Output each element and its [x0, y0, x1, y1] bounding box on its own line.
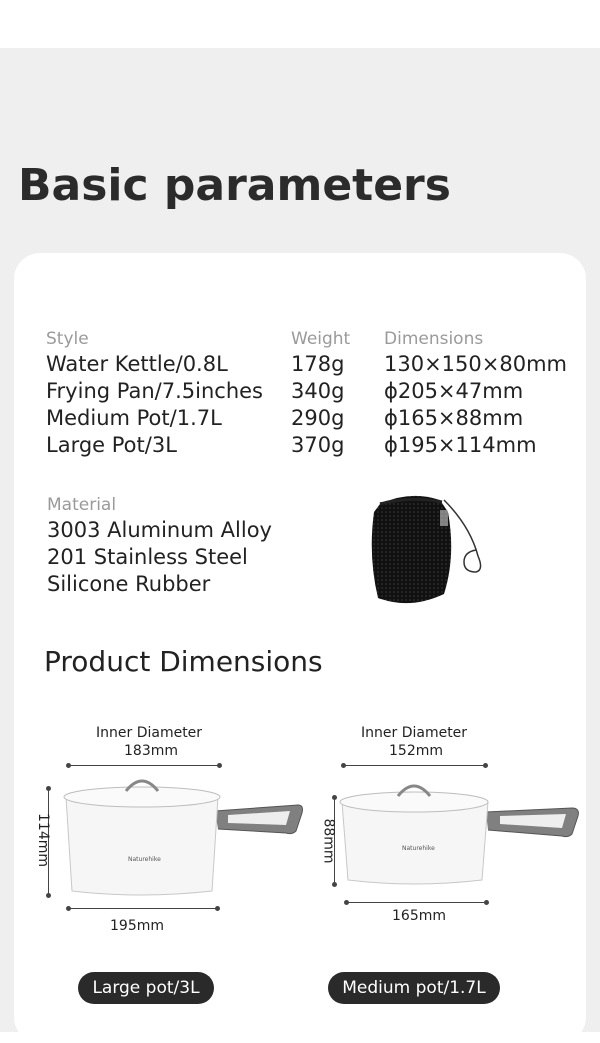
- row-style: Large Pot/3L: [46, 433, 177, 457]
- material-item: 201 Stainless Steel: [47, 545, 248, 569]
- row-dimensions: ϕ205×47mm: [384, 379, 524, 403]
- medium-inner-dimension-line: [343, 765, 486, 766]
- row-dimensions: 130×150×80mm: [384, 352, 567, 376]
- top-strip: [0, 0, 600, 48]
- medium-height-label: 88mm: [320, 818, 337, 864]
- medium-pot-caption: Medium pot/1.7L: [328, 972, 500, 1004]
- row-weight: 290g: [291, 406, 345, 430]
- large-pot-caption: Large pot/3L: [78, 972, 214, 1004]
- large-brand-logo: Naturehike: [128, 856, 161, 863]
- medium-inner-value: 152mm: [389, 743, 443, 759]
- large-pot-icon: [60, 775, 305, 900]
- medium-pot-icon: [336, 778, 584, 890]
- large-inner-value: 183mm: [124, 743, 178, 759]
- medium-base-dimension-line: [346, 902, 487, 903]
- page-title: Basic parameters: [18, 160, 451, 211]
- medium-brand-logo: Naturehike: [402, 845, 435, 852]
- row-weight: 370g: [291, 433, 345, 457]
- header-weight: Weight: [291, 329, 351, 349]
- material-item: 3003 Aluminum Alloy: [47, 518, 272, 542]
- large-inner-dimension-line: [68, 765, 220, 766]
- row-weight: 340g: [291, 379, 345, 403]
- medium-inner-label: Inner Diameter: [361, 725, 468, 741]
- medium-base-label: 165mm: [392, 908, 446, 924]
- row-dimensions: ϕ165×88mm: [384, 406, 524, 430]
- large-height-label: 114mm: [35, 813, 51, 867]
- header-style: Style: [46, 329, 89, 349]
- row-weight: 178g: [291, 352, 345, 376]
- large-base-label: 195mm: [110, 918, 164, 934]
- large-inner-label: Inner Diameter: [96, 725, 203, 741]
- product-dimensions-title: Product Dimensions: [44, 645, 323, 678]
- material-label: Material: [47, 495, 117, 515]
- material-item: Silicone Rubber: [47, 572, 211, 596]
- large-base-dimension-line: [68, 908, 218, 909]
- row-style: Medium Pot/1.7L: [46, 406, 222, 430]
- row-style: Water Kettle/0.8L: [46, 352, 228, 376]
- header-dimensions: Dimensions: [384, 329, 484, 349]
- row-dimensions: ϕ195×114mm: [384, 433, 537, 457]
- mesh-bag-icon: [360, 486, 495, 614]
- row-style: Frying Pan/7.5inches: [46, 379, 263, 403]
